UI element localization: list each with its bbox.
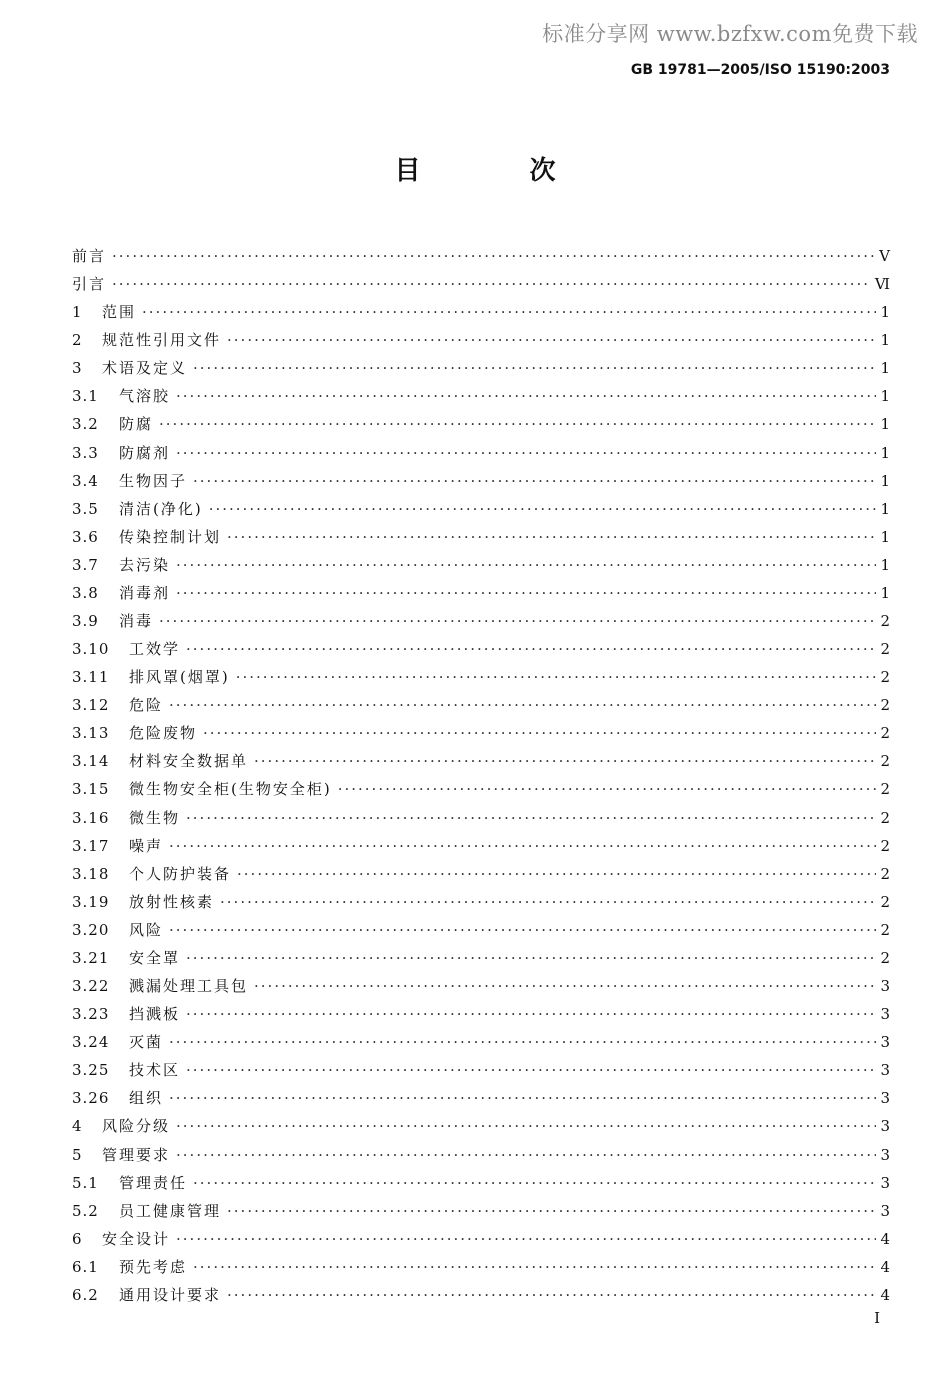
toc-entry-page: 1 [880, 359, 890, 378]
toc-entry-number: 3.6 [72, 527, 99, 546]
toc-entry-title: 风险 [129, 920, 164, 939]
toc-entry-title: 危险 [129, 696, 164, 715]
toc-entry[interactable] [72, 1141, 890, 1169]
toc-entry-title: 传染控制计划 [119, 527, 222, 546]
toc-entry[interactable] [72, 467, 890, 495]
toc-entry-title: 放射性核素 [129, 892, 215, 911]
toc-entry-number: 5.1 [72, 1173, 99, 1192]
toc-entry-page: 2 [880, 696, 890, 715]
toc-entry-number: 3.17 [72, 836, 110, 855]
toc-entry-title: 排风罩(烟罩) [129, 668, 230, 687]
toc-leader-dots [159, 410, 876, 438]
toc-leader-dots [169, 916, 876, 944]
toc-entry[interactable] [72, 270, 890, 298]
toc-entry-title: 技术区 [129, 1061, 181, 1080]
toc-entry-number: 3.22 [72, 977, 110, 996]
toc-entry-number: 3.13 [72, 724, 110, 743]
toc-entry-title: 微生物 [129, 808, 181, 827]
toc-leader-dots [236, 663, 876, 691]
toc-entry-page: 1 [880, 499, 890, 518]
toc-entry-title: 规范性引用文件 [102, 331, 222, 350]
toc-entry[interactable] [72, 860, 890, 888]
toc-entry-page: Ⅵ [874, 275, 890, 294]
toc-entry-title: 溅漏处理工具包 [129, 977, 249, 996]
toc-leader-dots [176, 439, 876, 467]
toc-entry-title: 引言 [72, 275, 107, 294]
watermark-text: 标准分享网 www.bzfxw.com免费下载 [542, 22, 918, 46]
toc-entry-number: 3.14 [72, 752, 110, 771]
toc-entry-page: 2 [880, 920, 890, 939]
toc-entry-number: 3.11 [72, 668, 110, 687]
toc-leader-dots [193, 467, 876, 495]
toc-entry-page: 2 [880, 808, 890, 827]
toc-entry[interactable] [72, 747, 890, 775]
toc-leader-dots [227, 1197, 876, 1225]
toc-entry[interactable] [72, 635, 890, 663]
toc-leader-dots [142, 298, 876, 326]
toc-entry[interactable] [72, 832, 890, 860]
toc-entry-number: 5 [72, 1145, 83, 1164]
toc-leader-dots [176, 551, 876, 579]
toc-entry-page: 2 [880, 640, 890, 659]
toc-entry-title: 材料安全数据单 [129, 752, 249, 771]
toc-entry-page: 3 [880, 1033, 890, 1052]
toc-entry[interactable] [72, 551, 890, 579]
toc-entry-page: 1 [880, 387, 890, 406]
toc-entry[interactable] [72, 691, 890, 719]
toc-leader-dots [186, 1056, 876, 1084]
toc-entry-number: 3.10 [72, 640, 110, 659]
toc-entry-title: 消毒 [119, 612, 154, 631]
toc-entry-page: 3 [880, 1173, 890, 1192]
toc-entry[interactable] [72, 888, 890, 916]
toc-leader-dots [203, 719, 876, 747]
toc-entry[interactable] [72, 410, 890, 438]
toc-entry-number: 5.2 [72, 1201, 99, 1220]
toc-entry-page: 4 [880, 1285, 890, 1304]
toc-entry-title: 灭菌 [129, 1033, 164, 1052]
toc-entry-page: 1 [880, 471, 890, 490]
toc-entry-number: 3.21 [72, 948, 110, 967]
toc-leader-dots [176, 579, 876, 607]
toc-entry[interactable] [72, 1112, 890, 1140]
toc-entry[interactable] [72, 663, 890, 691]
toc-entry-title: 术语及定义 [102, 359, 188, 378]
toc-entry-title: 防腐 [119, 415, 154, 434]
toc-entry-page: 4 [880, 1257, 890, 1276]
toc-entry-number: 3.4 [72, 471, 99, 490]
toc-entry-number: 6.2 [72, 1285, 99, 1304]
toc-leader-dots [237, 860, 876, 888]
toc-leader-dots [227, 523, 876, 551]
toc-leader-dots [193, 1169, 876, 1197]
toc-entry-number: 3 [72, 359, 83, 378]
toc-entry[interactable] [72, 607, 890, 635]
toc-entry-number: 3.15 [72, 780, 110, 799]
toc-entry[interactable] [72, 1225, 890, 1253]
toc-leader-dots [254, 972, 876, 1000]
toc-entry-number: 3.24 [72, 1033, 110, 1052]
toc-entry-page: 2 [880, 668, 890, 687]
toc-leader-dots [227, 326, 876, 354]
toc-entry[interactable] [72, 382, 890, 410]
toc-leader-dots [169, 1028, 876, 1056]
toc-entry-page: 1 [880, 331, 890, 350]
toc-entry-number: 3.9 [72, 612, 99, 631]
toc-entry[interactable] [72, 579, 890, 607]
toc-leader-dots [176, 1225, 876, 1253]
toc-leader-dots [176, 1112, 876, 1140]
toc-entry-number: 3.8 [72, 583, 99, 602]
toc-entry-title: 气溶胶 [119, 387, 171, 406]
toc-leader-dots [227, 1281, 876, 1309]
toc-entry-number: 2 [72, 331, 83, 350]
toc-entry-number: 6 [72, 1229, 83, 1248]
toc-entry-page: 1 [880, 555, 890, 574]
toc-entry[interactable] [72, 1056, 890, 1084]
toc-entry-title: 风险分级 [102, 1117, 171, 1136]
toc-leader-dots [186, 944, 876, 972]
toc-entry-number: 3.3 [72, 443, 99, 462]
toc-entry-page: 3 [880, 1005, 890, 1024]
toc-entry-page: 2 [880, 724, 890, 743]
toc-entry-page: 2 [880, 836, 890, 855]
toc-entry-title: 微生物安全柜(生物安全柜) [129, 780, 332, 799]
toc-entry[interactable] [72, 326, 890, 354]
toc-leader-dots [176, 1141, 876, 1169]
toc-entry-title: 去污染 [119, 555, 171, 574]
toc-entry-page: 3 [880, 1061, 890, 1080]
toc-entry-number: 3.2 [72, 415, 99, 434]
toc-entry[interactable] [72, 495, 890, 523]
toc-entry[interactable] [72, 775, 890, 803]
toc-entry-page: 3 [880, 1117, 890, 1136]
toc-entry-title: 安全罩 [129, 948, 181, 967]
table-of-contents [72, 242, 890, 1309]
toc-entry-number: 3.1 [72, 387, 99, 406]
toc-entry-title: 噪声 [129, 836, 164, 855]
toc-entry-page: 4 [880, 1229, 890, 1248]
toc-entry-number: 3.5 [72, 499, 99, 518]
toc-entry-title: 挡溅板 [129, 1005, 181, 1024]
toc-entry-number: 3.26 [72, 1089, 110, 1108]
toc-entry-page: 1 [880, 303, 890, 322]
toc-entry-title: 生物因子 [119, 471, 188, 490]
toc-entry-number: 3.18 [72, 864, 110, 883]
toc-entry[interactable] [72, 439, 890, 467]
toc-entry[interactable] [72, 804, 890, 832]
toc-entry[interactable] [72, 972, 890, 1000]
toc-entry[interactable] [72, 1197, 890, 1225]
toc-leader-dots [338, 775, 876, 803]
toc-leader-dots [209, 495, 876, 523]
page-title: 目 次 [394, 156, 606, 186]
toc-leader-dots [112, 242, 875, 270]
toc-entry-page: 2 [880, 752, 890, 771]
toc-entry-page: 3 [880, 1089, 890, 1108]
toc-leader-dots [112, 270, 871, 298]
toc-entry[interactable] [72, 1169, 890, 1197]
toc-entry-number: 3.23 [72, 1005, 110, 1024]
toc-entry-title: 安全设计 [102, 1229, 171, 1248]
toc-entry-page: 1 [880, 527, 890, 546]
toc-entry[interactable] [72, 1281, 890, 1309]
toc-entry-title: 危险废物 [129, 724, 198, 743]
toc-entry-page: Ⅴ [879, 247, 890, 265]
toc-entry-page: 3 [880, 1201, 890, 1220]
toc-entry-page: 1 [880, 583, 890, 602]
page-number: Ⅰ [874, 1309, 880, 1327]
toc-leader-dots [186, 804, 876, 832]
toc-entry-title: 管理要求 [102, 1145, 171, 1164]
toc-entry[interactable] [72, 944, 890, 972]
toc-leader-dots [193, 354, 876, 382]
toc-entry-page: 2 [880, 892, 890, 911]
toc-entry[interactable] [72, 1028, 890, 1056]
toc-entry-title: 范围 [102, 303, 137, 322]
toc-leader-dots [169, 832, 876, 860]
toc-entry[interactable] [72, 523, 890, 551]
toc-entry-number: 3.16 [72, 808, 110, 827]
toc-entry-number: 3.20 [72, 920, 110, 939]
toc-entry-title: 消毒剂 [119, 583, 171, 602]
toc-entry-page: 2 [880, 948, 890, 967]
toc-entry-title: 管理责任 [119, 1173, 188, 1192]
standard-code: GB 19781—2005/ISO 15190:2003 [630, 62, 890, 78]
toc-leader-dots [186, 635, 876, 663]
toc-leader-dots [254, 747, 876, 775]
toc-entry-page: 1 [880, 443, 890, 462]
toc-entry[interactable] [72, 242, 890, 270]
toc-entry-number: 3.19 [72, 892, 110, 911]
toc-entry-title: 工效学 [129, 640, 181, 659]
toc-entry[interactable] [72, 1084, 890, 1112]
toc-leader-dots [186, 1000, 876, 1028]
toc-entry[interactable] [72, 719, 890, 747]
toc-entry-title: 组织 [129, 1089, 164, 1108]
toc-entry[interactable] [72, 1000, 890, 1028]
toc-leader-dots [159, 607, 876, 635]
toc-leader-dots [193, 1253, 876, 1281]
toc-entry-title: 员工健康管理 [119, 1201, 222, 1220]
toc-leader-dots [169, 691, 876, 719]
toc-entry-page: 3 [880, 1145, 890, 1164]
toc-entry-page: 1 [880, 415, 890, 434]
toc-entry-number: 3.25 [72, 1061, 110, 1080]
toc-entry[interactable] [72, 298, 890, 326]
toc-entry-number: 4 [72, 1117, 83, 1136]
toc-entry-title: 预先考虑 [119, 1257, 188, 1276]
toc-entry-title: 防腐剂 [119, 443, 171, 462]
toc-entry-number: 1 [72, 303, 83, 322]
toc-entry-page: 2 [880, 864, 890, 883]
toc-entry-number: 6.1 [72, 1257, 99, 1276]
toc-entry-title: 个人防护装备 [129, 864, 232, 883]
toc-entry-page: 2 [880, 780, 890, 799]
toc-entry-page: 2 [880, 612, 890, 631]
toc-entry-title: 前言 [72, 247, 107, 265]
toc-entry-number: 3.12 [72, 696, 110, 715]
toc-leader-dots [220, 888, 876, 916]
toc-entry-title: 通用设计要求 [119, 1285, 222, 1304]
toc-entry[interactable] [72, 1253, 890, 1281]
toc-entry-number: 3.7 [72, 555, 99, 574]
toc-entry-title: 清洁(净化) [119, 499, 203, 518]
toc-entry[interactable] [72, 354, 890, 382]
toc-entry-page: 3 [880, 977, 890, 996]
toc-entry[interactable] [72, 916, 890, 944]
toc-leader-dots [169, 1084, 876, 1112]
toc-leader-dots [176, 382, 876, 410]
